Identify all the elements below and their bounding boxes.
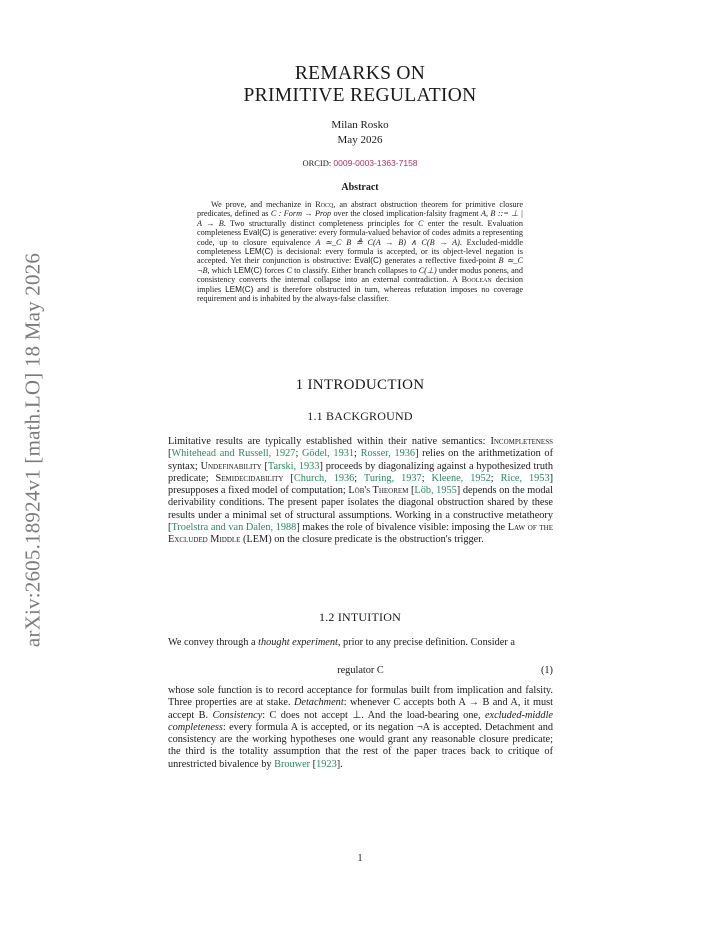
- body-text: proceeds by diagonalizing against a hypothesized truth predicate;: [168, 460, 553, 484]
- abstract-text: enter the result. Evaluation completeness: [197, 218, 523, 238]
- body-text: makes the role of bivalence visible: imposing the: [299, 522, 508, 534]
- emphasis-detachment: Detachment: [293, 697, 344, 709]
- abstract-text: and is therefore obstructed in turn, whereas refutation imposes no coverage requirement and is inhabited by the always-false classifier.: [197, 284, 523, 304]
- subsection-heading-intuition: 1.2 INTUITION: [319, 610, 401, 624]
- abstract-math: Eval(C): [354, 256, 382, 266]
- body-text: relies on the arithmetization of syntax;: [168, 448, 554, 472]
- citation-link[interactable]: Church, 1936: [293, 472, 355, 484]
- abstract-text: is generative: every formula-valued behavior of codes admits a representing code, up to closure equivalence: [197, 228, 523, 247]
- term-lem: Law of the Excluded Middle: [168, 522, 553, 546]
- abstract-body: [197, 200, 523, 303]
- abstract-text: , an abstract obstruction theorem for primitive closure predicates, defined as: [197, 200, 523, 219]
- citation-link[interactable]: Brouwer: [274, 758, 311, 770]
- body-text: , prior to any precise definition. Consider a: [337, 637, 515, 648]
- intuition-paragraph-2: whose sole function is to record acceptance for formulas built from implication and falsity. Three properties are at stake. Detachment: whenever C accepts both A → B and A, it must accept B. Consistency: C does not accept ⊥. And the load-bearing one, excluded-middle completeness: every formula A is accepted, or its negation ¬A is accepted. Detachment and consistency are the working hypotheses one would grant any reasonable closure predicate; the third is the totality assumption that the rest of the paper traces back to critique of unrestricted bivalence by Brouwer [1923].: [168, 685, 553, 770]
- abstract-heading: Abstract: [341, 182, 379, 193]
- emphasis-thought-experiment: thought experiment: [258, 637, 338, 648]
- citation-link[interactable]: Kleene, 1952: [431, 472, 491, 484]
- abstract-math: LEM(C): [225, 284, 254, 294]
- citation-link[interactable]: Rosser, 1936: [360, 448, 416, 460]
- abstract-text: We prove, and mechanize in: [211, 200, 316, 209]
- emphasis-excluded-middle: excluded-middle completeness: [168, 709, 553, 733]
- body-text: We convey through a: [168, 637, 259, 648]
- emphasis-consistency: Consistency: [212, 709, 263, 721]
- abstract-math: A ≃_C B ≜ C(A → B) ∧ C(B → A): [315, 237, 460, 247]
- term-semidecidability: Semidecidability: [215, 472, 284, 484]
- abstract-text: over the closed implication-falsity fragment: [331, 209, 481, 219]
- abstract-math: C: [418, 218, 424, 228]
- abstract-text: , which: [207, 265, 234, 275]
- page-number: 1: [357, 853, 363, 864]
- background-paragraph: Limitative results are typically established within their native semantics: Incompleteness [Whitehead and Russell, 1927; Gödel, 1931; Rosser, 1936] relies on the arithmetization of syntax; Undefinability [Tarski, 1933] proceeds by diagonalizing against a hypothesized truth predicate; Semidecidability [Church, 1936; Turing, 1937; Kleene, 1952; Rice, 1953] presupposes a fixed model of computation; Löb's Theorem [Löb, 1955] depends on the modal derivability conditions. The present paper isolates the diagonal obstruction shared by these results under a minimal set of structural assumptions. Working in a constructive metatheory [Troelstra and van Dalen, 1988] makes the role of bivalence visible: imposing the Law of the Excluded Middle (LEM) on the closure predicate is the obstruction's trigger.: [168, 436, 554, 546]
- body-text: Limitative results are typically established within their native semantics:: [168, 436, 491, 447]
- equation-1: [168, 665, 553, 679]
- citation-link[interactable]: Whitehead and Russell, 1927: [171, 448, 296, 460]
- abstract-math: LEM(C): [244, 247, 274, 257]
- abstract-text: . Excluded-middle completeness: [197, 237, 523, 257]
- section-heading-introduction: 1 INTRODUCTION: [295, 377, 425, 393]
- paper-title: [0, 63, 720, 107]
- abstract-math: C: [286, 265, 292, 275]
- citation-link[interactable]: Gödel, 1931: [302, 448, 355, 460]
- abstract-math: B ≃_C ¬B: [197, 256, 523, 275]
- abstract-text: is decisional: every formula is accepted, or its object-level negation is accepted. Yet their conjunction is obstructive:: [197, 247, 523, 266]
- citation-link[interactable]: Turing, 1937: [363, 472, 422, 484]
- abstract-math: C(⊥): [418, 265, 437, 275]
- equation-expression: regulator C: [337, 665, 384, 676]
- abstract-math: LEM(C): [233, 265, 263, 275]
- abstract-math: C : Form → Prop: [270, 209, 332, 219]
- citation-link[interactable]: Rice, 1953: [500, 472, 550, 484]
- body-text: presupposes a fixed model of computation;: [168, 485, 349, 497]
- body-text: : every formula A is accepted, or its negation ¬A is accepted. Detachment and consistency are the working hypotheses one would grant any reasonable closure predicate; the third is the totality assumption that the rest of the paper traces back to critique of unrestricted bivalence by: [168, 721, 553, 770]
- body-text: depends on the modal derivability conditions. The present paper isolates the diagonal obstruction shared by these results under a minimal set of structural assumptions. Working in a constructive metatheory: [168, 485, 553, 521]
- term-undefinability: Undefinability: [200, 460, 262, 472]
- abstract-text: forces: [262, 265, 287, 275]
- abstract-rocq: Rocq: [315, 200, 334, 209]
- subsection-heading-background: 1.1 BACKGROUND: [307, 409, 413, 423]
- body-text: .: [340, 758, 343, 770]
- body-text: whose sole function is to record acceptance for formulas built from implication and falsity. Three properties are at stake.: [168, 685, 553, 709]
- abstract-text: under modus ponens, and consistency converts the internal collapse into an external contradiction. A: [197, 265, 523, 285]
- citation-link[interactable]: Tarski, 1933: [267, 460, 320, 472]
- term-lobs-theorem: Löb's Theorem: [348, 485, 409, 497]
- body-text: : C does not accept ⊥. And the load-bearing one,: [262, 709, 485, 721]
- orcid-line: [0, 158, 720, 168]
- abstract-text: decision implies: [197, 275, 523, 294]
- citation-link[interactable]: Troelstra and van Dalen, 1988: [171, 522, 297, 534]
- abstract-math: A, B ::= ⊥ | A → B: [197, 209, 523, 228]
- author-name: Milan Rosko: [331, 119, 389, 131]
- orcid-label: ORCID:: [302, 158, 334, 168]
- abstract-math: Eval(C): [243, 228, 271, 238]
- abstract-boolean: Boolean: [461, 275, 492, 285]
- arxiv-sidebar: [20, 240, 46, 660]
- arxiv-identifier: arXiv:2605.18924v1 [math.LO] 18 May 2026: [20, 252, 45, 648]
- citation-link[interactable]: 1923: [316, 758, 337, 770]
- intuition-paragraph-1: [168, 637, 553, 649]
- abstract-text: to classify. Either branch collapses to: [291, 265, 419, 275]
- abstract-text: generates a reflective fixed-point: [381, 256, 499, 266]
- title-line-1: REMARKS ON: [294, 63, 426, 84]
- body-text: : whenever C accepts both A → B and A, it must accept B.: [168, 697, 553, 721]
- term-incompleteness: Incompleteness: [490, 436, 553, 447]
- citation-link[interactable]: Löb, 1955: [414, 485, 457, 497]
- equation-number: (1): [540, 665, 553, 676]
- body-text: (LEM) on the closure predicate is the obstruction's trigger.: [240, 534, 484, 546]
- abstract-text: . Two structurally distinct completeness principles for: [223, 218, 418, 228]
- orcid-link[interactable]: 0009-0003-1363-7158: [333, 158, 418, 168]
- title-line-2: PRIMITIVE REGULATION: [243, 85, 477, 106]
- publication-date: May 2026: [337, 134, 383, 146]
